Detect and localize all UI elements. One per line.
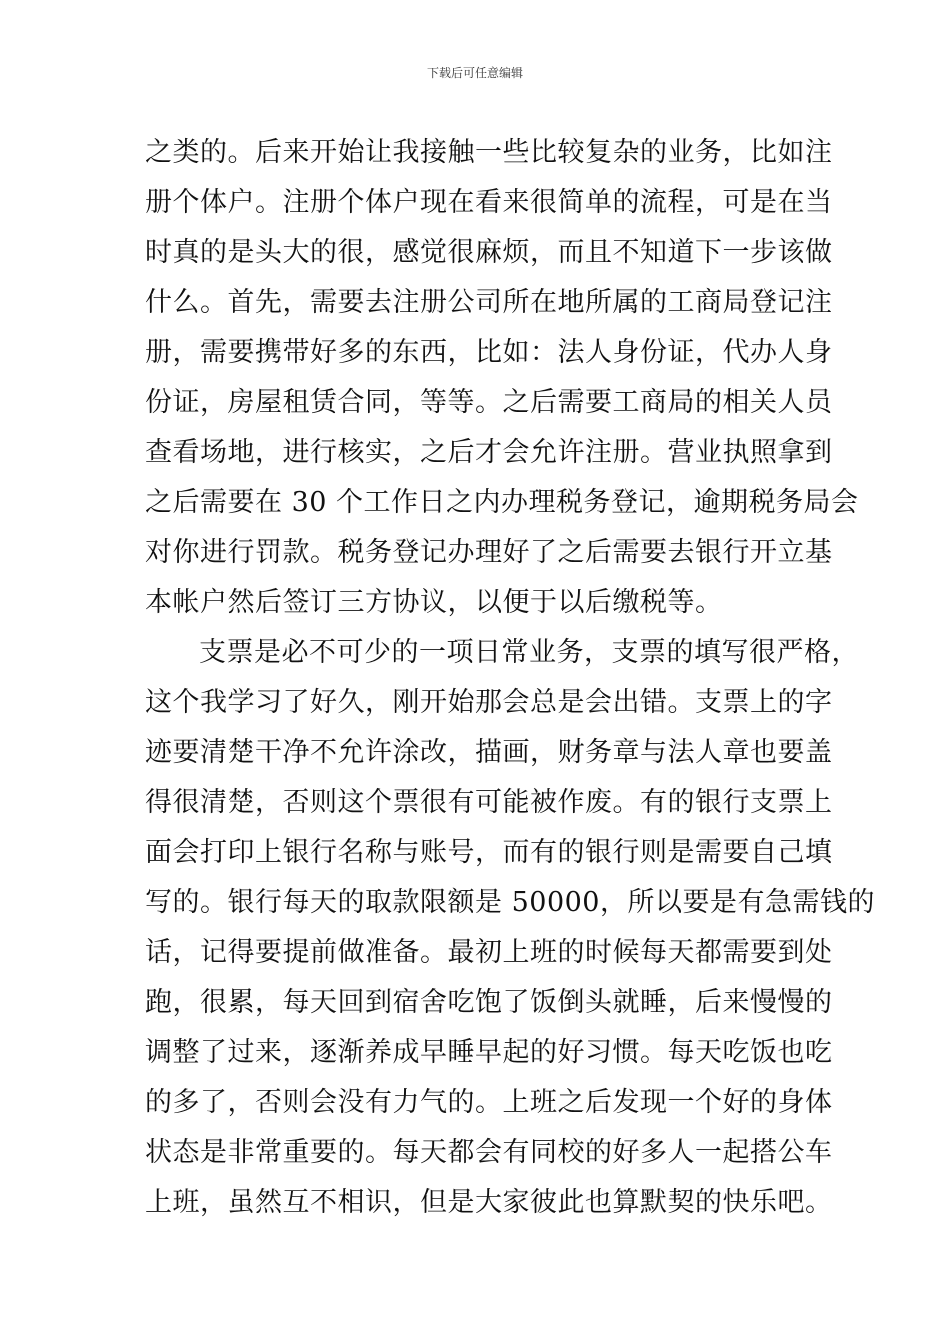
text-line: 查看场地，进行核实，之后才会允许注册。营业执照拿到 <box>145 437 833 468</box>
text-line: 之类的。后来开始让我接触一些比较复杂的业务，比如注 <box>145 137 833 168</box>
text-line: 跑，很累，每天回到宿舍吃饱了饭倒头就睡，后来慢慢的 <box>145 987 833 1018</box>
document-body <box>145 128 875 1228</box>
text-line: 册，需要携带好多的东西，比如：法人身份证，代办人身 <box>145 337 833 368</box>
text-line: 话，记得要提前做准备。最初上班的时候每天都需要到处 <box>145 937 833 968</box>
text-line: 调整了过来，逐渐养成早睡早起的好习惯。每天吃饭也吃 <box>145 1037 833 1068</box>
text-line: 状态是非常重要的。每天都会有同校的好多人一起搭公车 <box>145 1137 833 1168</box>
text-line: 时真的是头大的很，感觉很麻烦，而且不知道下一步该做 <box>145 237 833 268</box>
text-line: 支票是必不可少的一项日常业务，支票的填写很严格， <box>199 637 859 668</box>
text-line: 写的。银行每天的取款限额是 50000，所以要是有急需钱的 <box>145 887 875 918</box>
page-header: 下载后可任意编辑 <box>426 66 523 80</box>
text-line: 之后需要在 30 个工作日之内办理税务登记，逾期税务局会 <box>145 487 859 518</box>
text-line: 得很清楚，否则这个票很有可能被作废。有的银行支票上 <box>145 787 833 818</box>
text-line: 面会打印上银行名称与账号，而有的银行则是需要自己填 <box>145 837 833 868</box>
text-line: 对你进行罚款。税务登记办理好了之后需要去银行开立基 <box>145 537 833 568</box>
text-line: 上班，虽然互不相识，但是大家彼此也算默契的快乐吧。 <box>145 1187 833 1218</box>
text-line: 这个我学习了好久，刚开始那会总是会出错。支票上的字 <box>145 687 833 718</box>
paragraph-1 <box>145 128 859 628</box>
text-line: 本帐户然后签订三方协议，以便于以后缴税等。 <box>145 587 723 618</box>
text-line: 的多了，否则会没有力气的。上班之后发现一个好的身体 <box>145 1087 833 1118</box>
text-line: 什么。首先，需要去注册公司所在地所属的工商局登记注 <box>145 287 833 318</box>
text-line: 册个体户。注册个体户现在看来很简单的流程，可是在当 <box>145 187 833 218</box>
text-line: 份证，房屋租赁合同，等等。之后需要工商局的相关人员 <box>145 387 833 418</box>
paragraph-2 <box>145 628 875 1228</box>
text-line: 迹要清楚干净不允许涂改，描画，财务章与法人章也要盖 <box>145 737 833 768</box>
